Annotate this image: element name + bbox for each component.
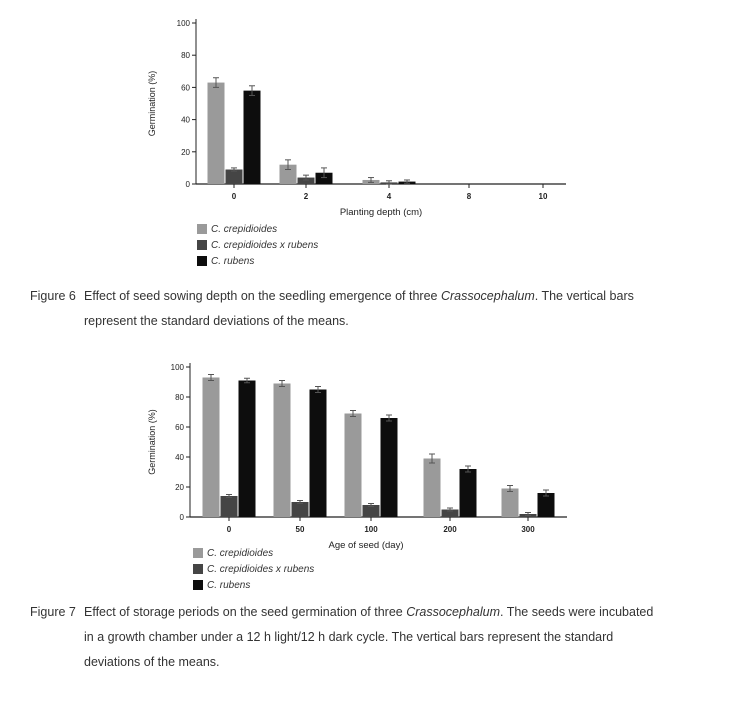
caption-text: Effect of storage periods on the seed germination of three Crassocephalum. The seeds were incubated bbox=[84, 605, 654, 619]
bar bbox=[310, 390, 327, 518]
x-tick-label: 8 bbox=[466, 192, 472, 201]
legend-item-hybrid: C. crepidioides x rubens bbox=[193, 561, 314, 577]
figure-7-caption bbox=[30, 600, 710, 675]
y-tick-label: 80 bbox=[175, 393, 184, 402]
bar bbox=[208, 83, 225, 184]
x-tick-label: 0 bbox=[226, 525, 232, 534]
bar bbox=[203, 378, 220, 518]
figure-7-chart bbox=[0, 350, 737, 551]
x-axis-label: Age of seed (day) bbox=[328, 540, 404, 551]
bar bbox=[381, 418, 398, 517]
figure-6-caption bbox=[30, 284, 710, 334]
figure-label: Figure 6 bbox=[30, 289, 76, 303]
x-tick-label: 100 bbox=[364, 525, 378, 534]
bar bbox=[221, 496, 238, 517]
x-tick-label: 50 bbox=[295, 525, 305, 534]
x-tick-label: 200 bbox=[443, 525, 457, 534]
figure-label: Figure 7 bbox=[30, 605, 76, 619]
legend-swatch bbox=[193, 580, 203, 590]
legend-item-rubens: C. rubens bbox=[193, 577, 314, 593]
y-tick-label: 100 bbox=[170, 363, 184, 372]
bar bbox=[538, 493, 555, 517]
bar bbox=[292, 502, 309, 517]
caption-text: represent the standard deviations of the means. bbox=[84, 314, 349, 328]
y-tick-label: 20 bbox=[175, 483, 184, 492]
figure-6-legend bbox=[197, 221, 318, 269]
y-tick-label: 20 bbox=[181, 147, 190, 157]
bar bbox=[460, 469, 477, 517]
bar bbox=[226, 170, 243, 184]
caption-text: Effect of seed sowing depth on the seedling emergence of three Crassocephalum. The vertical bars bbox=[84, 289, 634, 303]
y-tick-label: 60 bbox=[175, 423, 184, 432]
y-axis-label: Germination (%) bbox=[147, 70, 157, 137]
caption-text: in a growth chamber under a 12 h light/12 h dark cycle. The vertical bars represent the standard bbox=[84, 630, 614, 644]
caption-text: deviations of the means. bbox=[84, 655, 220, 669]
legend-swatch bbox=[197, 240, 207, 250]
figure-6-chart bbox=[0, 0, 737, 225]
legend-item-rubens: C. rubens bbox=[197, 253, 318, 269]
x-axis-label: Planting depth (cm) bbox=[339, 207, 423, 218]
x-tick-label: 4 bbox=[386, 192, 392, 201]
y-tick-label: 80 bbox=[181, 51, 190, 61]
legend-swatch bbox=[197, 256, 207, 266]
bar bbox=[502, 489, 519, 518]
figure-7-legend bbox=[193, 545, 314, 593]
y-tick-label: 40 bbox=[175, 453, 184, 462]
x-tick-label: 0 bbox=[231, 192, 237, 201]
y-axis-label: Germination (%) bbox=[147, 409, 157, 475]
y-tick-label: 60 bbox=[181, 83, 190, 93]
x-tick-label: 2 bbox=[303, 192, 309, 201]
legend-swatch bbox=[193, 564, 203, 574]
x-tick-label: 300 bbox=[521, 525, 535, 534]
legend-item-crepidioides: C. crepidioides bbox=[197, 221, 318, 237]
bar bbox=[244, 91, 261, 184]
bar bbox=[239, 381, 256, 518]
y-tick-label: 40 bbox=[181, 115, 190, 125]
legend-item-crepidioides: C. crepidioides bbox=[193, 545, 314, 561]
x-tick-label: 10 bbox=[538, 192, 548, 201]
legend-item-hybrid: C. crepidioides x rubens bbox=[197, 237, 318, 253]
legend-swatch bbox=[197, 224, 207, 234]
bar bbox=[345, 414, 362, 518]
y-tick-label: 100 bbox=[176, 19, 190, 28]
bar bbox=[424, 459, 441, 518]
legend-swatch bbox=[193, 548, 203, 558]
bar bbox=[274, 384, 291, 518]
y-tick-label: 0 bbox=[185, 180, 190, 189]
y-tick-label: 0 bbox=[179, 513, 184, 522]
